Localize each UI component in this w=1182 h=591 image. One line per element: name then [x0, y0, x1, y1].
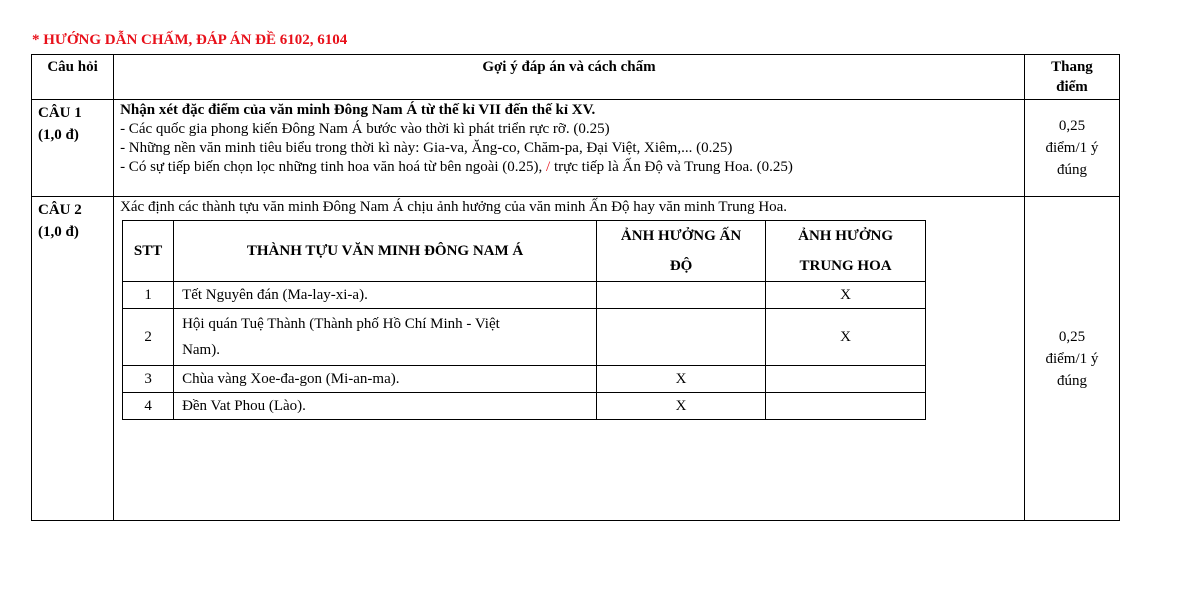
table-row: [123, 282, 926, 309]
question-1-line-3a: - Có sự tiếp biến chọn lọc những tinh hoa văn hoá từ bên ngoài (0.25),: [120, 159, 547, 175]
row-china-mark: X: [766, 309, 926, 366]
question-1-line-2: - Những nền văn minh tiêu biểu trong thời kì này: Gia-va, Ăng-co, Chăm-pa, Đại Việt, Xiêm,... (0.25): [120, 140, 733, 156]
row-india-mark: X: [597, 366, 766, 393]
header-score: [1024, 55, 1119, 100]
achievement-table: [122, 220, 926, 420]
answer-key-table: [31, 54, 1120, 521]
question-2-heading: Xác định các thành tựu văn minh Đông Nam Á chịu ảnh hưởng của văn minh Ấn Độ hay văn minh Trung Hoa.: [120, 199, 788, 215]
question-2-content: [114, 197, 1025, 521]
row-name: Chùa vàng Xoe-đa-gon (Mi-an-ma).: [174, 366, 597, 393]
row-name: Tết Nguyên đán (Ma-lay-xi-a).: [174, 282, 597, 309]
col-china-line1: ẢNH HƯỞNG: [798, 228, 893, 244]
table-row: [123, 309, 926, 366]
col-china-line2: TRUNG HOA: [799, 258, 892, 274]
question-1-label-cell: [32, 100, 114, 197]
question-2-row: [32, 197, 1120, 521]
question-1-row: [32, 100, 1120, 197]
question-2-points: (1,0 đ): [38, 224, 79, 240]
question-1-line-3b: trực tiếp là Ấn Độ và Trung Hoa. (0.25): [550, 159, 793, 175]
header-score-line2: điểm: [1056, 79, 1088, 95]
row-stt: 2: [123, 309, 174, 366]
header-question: Câu hỏi: [32, 55, 114, 100]
row-china-mark: [766, 366, 926, 393]
header-row: [32, 55, 1120, 100]
col-india-line2: ĐỘ: [669, 258, 693, 274]
row-china-mark: X: [766, 282, 926, 309]
row-india-mark: X: [597, 393, 766, 420]
question-2-label: CÂU 2: [38, 202, 82, 218]
question-1-slash: /: [546, 159, 551, 175]
question-1-content: [114, 100, 1025, 197]
row-name: [174, 309, 597, 366]
question-1-score-1: 0,25: [1058, 118, 1086, 134]
question-1-line-1: - Các quốc gia phong kiến Đông Nam Á bước vào thời kì phát triển rực rỡ. (0.25): [120, 121, 610, 137]
table-row: [123, 393, 926, 420]
row-stt: 4: [123, 393, 174, 420]
achievement-header-row: [123, 221, 926, 282]
row-name: Đền Vat Phou (Lào).: [174, 393, 597, 420]
col-achievement: THÀNH TỰU VĂN MINH ĐÔNG NAM Á: [174, 221, 597, 282]
question-1-points: (1,0 đ): [38, 127, 79, 143]
row-india-mark: [597, 309, 766, 366]
col-stt: STT: [123, 221, 174, 282]
col-india-line1: ẢNH HƯỞNG ẤN: [620, 228, 742, 244]
row-stt: 3: [123, 366, 174, 393]
document-title: * HƯỚNG DẪN CHẤM, ĐÁP ÁN ĐỀ 6102, 6104: [32, 32, 348, 48]
question-1-score: [1024, 100, 1119, 197]
question-1-line-3: [120, 158, 1024, 177]
row-name-line1: Hội quán Tuệ Thành (Thành phố Hồ Chí Minh - Việt: [182, 316, 500, 332]
header-guide: Gợi ý đáp án và cách chấm: [114, 55, 1025, 100]
row-india-mark: [597, 282, 766, 309]
question-2-score-1: 0,25: [1058, 328, 1086, 345]
row-name-line2: Nam).: [182, 342, 220, 358]
question-2-score: [1024, 197, 1119, 521]
col-india: [597, 221, 766, 282]
row-stt: 1: [123, 282, 174, 309]
question-1-score-3: đúng: [1056, 162, 1087, 178]
question-1-score-2: điểm/1 ý: [1045, 140, 1099, 156]
header-score-line1: Thang: [1051, 59, 1093, 75]
table-row: [123, 366, 926, 393]
question-2-score-3: đúng: [1056, 372, 1087, 389]
question-2-label-cell: [32, 197, 114, 521]
col-china: [766, 221, 926, 282]
question-1-heading: Nhận xét đặc điểm của văn minh Đông Nam Á từ thế kỉ VII đến thế kỉ XV.: [120, 102, 596, 118]
question-1-label: CÂU 1: [38, 105, 82, 121]
question-2-score-2: điểm/1 ý: [1045, 350, 1099, 367]
row-china-mark: [766, 393, 926, 420]
